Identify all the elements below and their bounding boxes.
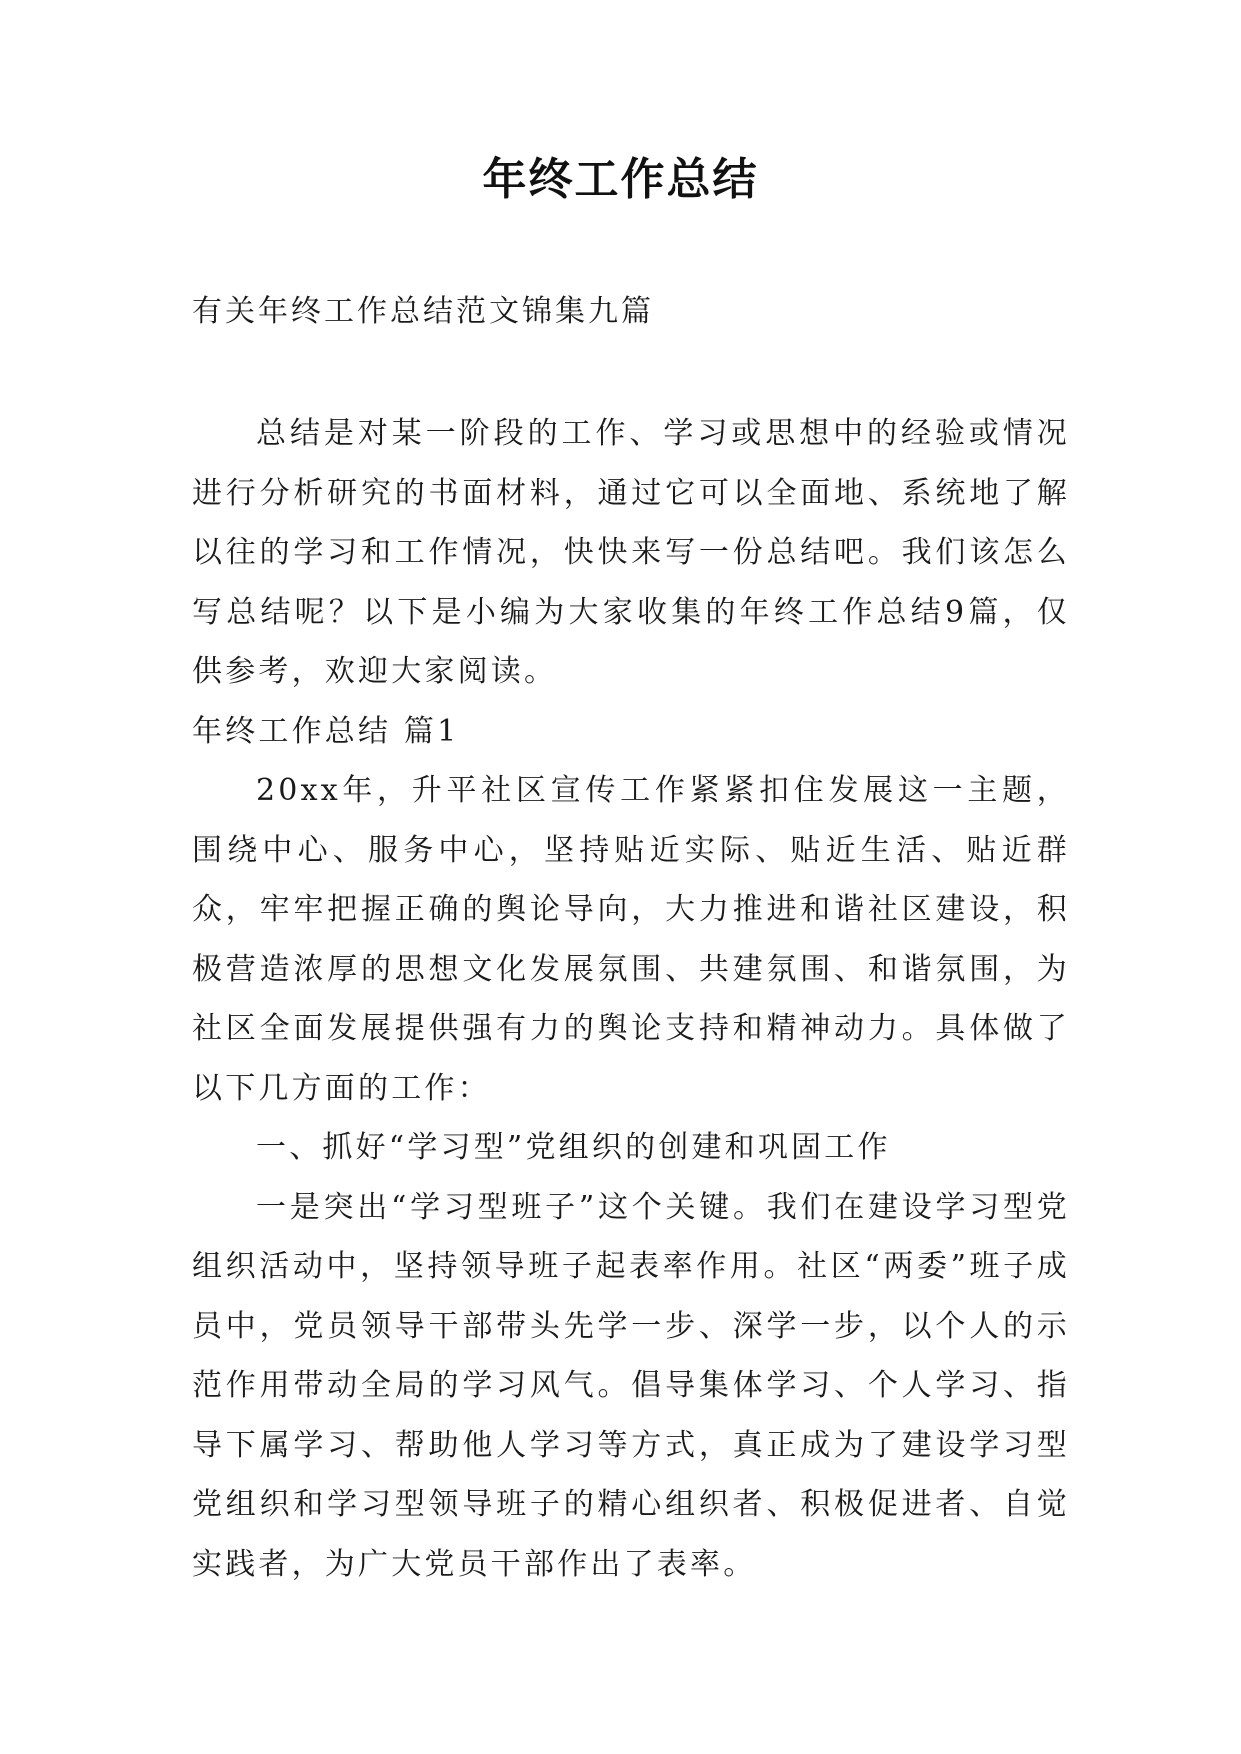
document-title: 年终工作总结 bbox=[482, 154, 759, 205]
paragraph: 20xx年，升平社区宣传工作紧紧扣住发展这一主题，围绕中心、服务中心，坚持贴近实际、贴近生活、贴近群众，牢牢把握正确的舆论导向，大力推进和谐社区建设，积极营造浓厚的思想文化发展氛围、共建氛围、和谐氛围，为社区全面发展提供强有力的舆论支持和精神动力。具体做了以下几方面的工作： bbox=[192, 773, 1070, 1106]
paragraph: 一是突出“学习型班子”这个关键。我们在建设学习型党组织活动中，坚持领导班子起表率作用。社区“两委”班子成员中，党员领导干部带头先学一步、深学一步，以个人的示范作用带动全局的学习风气。倡导集体学习、个人学习、指导下属学习、帮助他人学习等方式，真正成为了建设学习型党组织和学习型领导班子的精心组织者、积极促进者、自觉实践者，为广大党员干部作出了表率。 bbox=[192, 1189, 1070, 1582]
section-heading: 年终工作总结 篇1 bbox=[192, 713, 460, 749]
subsection-heading: 一、抓好“学习型”党组织的创建和巩固工作 bbox=[256, 1130, 891, 1165]
document-subtitle: 有关年终工作总结范文锦集九篇 bbox=[192, 294, 654, 329]
document-body bbox=[192, 404, 1070, 1594]
paragraph-intro: 总结是对某一阶段的工作、学习或思想中的经验或情况进行分析研究的书面材料，通过它可以全面地、系统地了解以往的学习和工作情况，快快来写一份总结吧。我们该怎么写总结呢？以下是小编为大家收集的年终工作总结9篇，仅供参考，欢迎大家阅读。 bbox=[192, 416, 1070, 689]
